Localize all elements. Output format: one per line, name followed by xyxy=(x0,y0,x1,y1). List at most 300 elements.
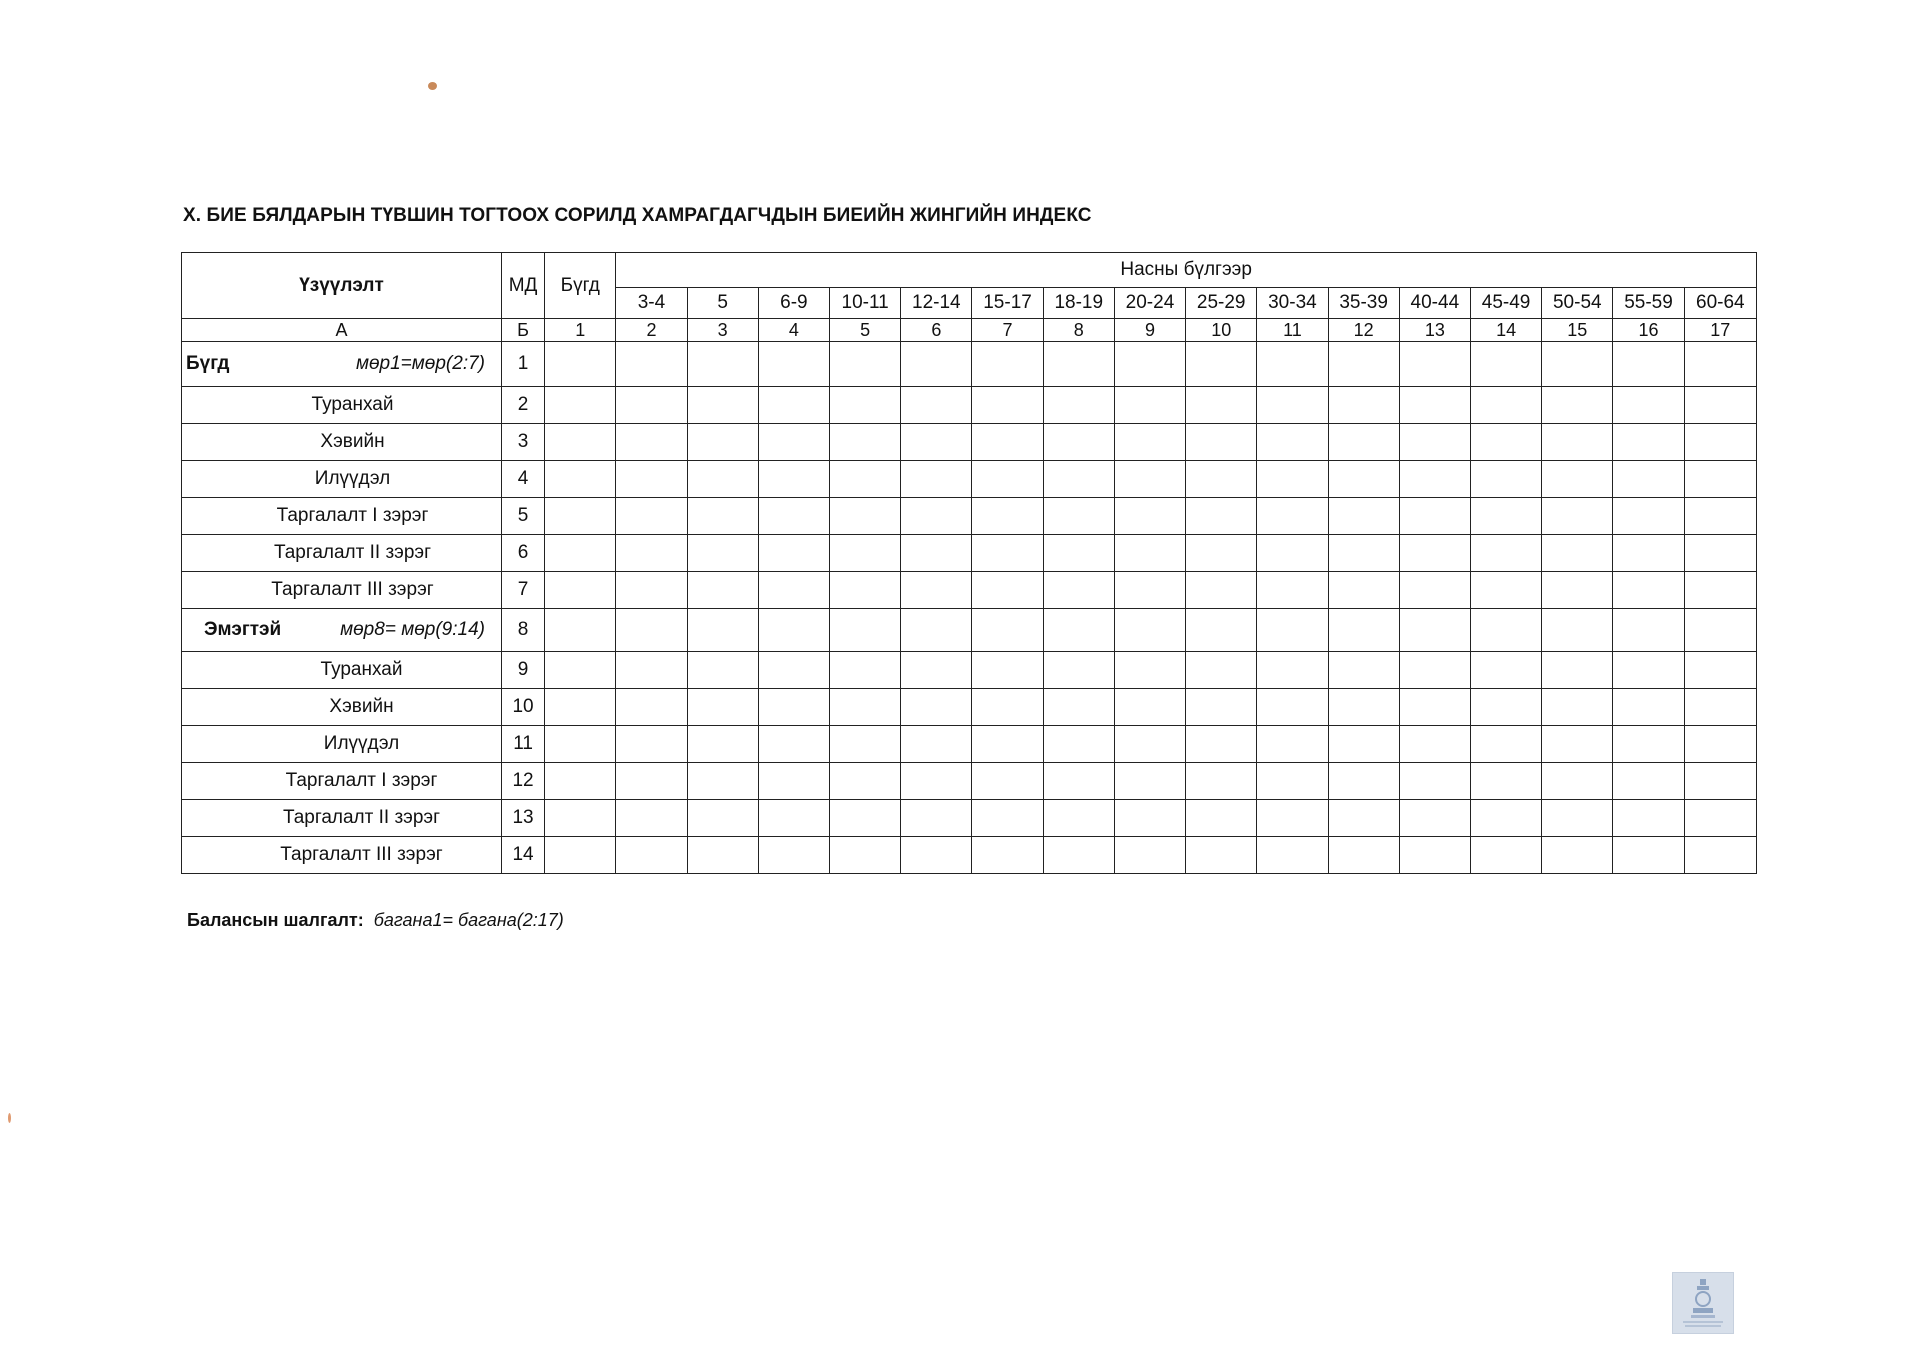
data-entry-cell[interactable] xyxy=(1470,689,1541,726)
data-entry-cell[interactable] xyxy=(1542,387,1613,424)
data-entry-cell[interactable] xyxy=(616,461,687,498)
data-entry-cell[interactable] xyxy=(830,726,901,763)
data-entry-cell[interactable] xyxy=(1186,572,1257,609)
data-entry-cell[interactable] xyxy=(830,535,901,572)
header-age-20-24: 20-24 xyxy=(1114,288,1185,319)
data-entry-cell[interactable] xyxy=(1043,342,1114,387)
data-entry-cell[interactable] xyxy=(758,572,829,609)
data-entry-cell[interactable] xyxy=(830,387,901,424)
data-entry-cell[interactable] xyxy=(1613,498,1684,535)
row-label-cell xyxy=(182,498,502,535)
data-entry-cell[interactable] xyxy=(1257,609,1328,652)
data-entry-cell[interactable] xyxy=(901,726,972,763)
data-entry-cell[interactable] xyxy=(1684,387,1756,424)
row-label-cell xyxy=(182,535,502,572)
data-entry-cell[interactable] xyxy=(1399,652,1470,689)
header-age-12-14: 12-14 xyxy=(901,288,972,319)
data-entry-cell[interactable] xyxy=(758,498,829,535)
data-entry-cell[interactable] xyxy=(830,800,901,837)
data-entry-cell[interactable] xyxy=(1542,837,1613,874)
data-entry-cell[interactable] xyxy=(1399,800,1470,837)
data-entry-cell[interactable] xyxy=(1399,498,1470,535)
column-index: 13 xyxy=(1399,319,1470,342)
table-row xyxy=(182,387,1757,424)
data-entry-cell[interactable] xyxy=(687,726,758,763)
government-seal xyxy=(1672,1272,1734,1334)
data-entry-cell[interactable] xyxy=(1043,424,1114,461)
data-entry-cell[interactable] xyxy=(1043,837,1114,874)
row-label: Хэвийн xyxy=(329,696,394,717)
scan-speck xyxy=(8,1113,11,1123)
data-entry-cell[interactable] xyxy=(1613,689,1684,726)
data-entry-cell[interactable] xyxy=(545,535,616,572)
data-entry-cell[interactable] xyxy=(1613,572,1684,609)
data-entry-cell[interactable] xyxy=(1043,609,1114,652)
data-entry-cell[interactable] xyxy=(758,461,829,498)
data-entry-cell[interactable] xyxy=(687,498,758,535)
data-entry-cell[interactable] xyxy=(1257,726,1328,763)
data-entry-cell[interactable] xyxy=(1257,535,1328,572)
data-entry-cell[interactable] xyxy=(1186,689,1257,726)
data-entry-cell[interactable] xyxy=(1186,763,1257,800)
data-entry-cell[interactable] xyxy=(545,837,616,874)
data-entry-cell[interactable] xyxy=(616,535,687,572)
data-entry-cell[interactable] xyxy=(830,609,901,652)
header-age-3-4: 3-4 xyxy=(616,288,687,319)
header-age-50-54: 50-54 xyxy=(1542,288,1613,319)
data-entry-cell[interactable] xyxy=(1186,387,1257,424)
data-entry-cell[interactable] xyxy=(1613,763,1684,800)
data-entry-cell[interactable] xyxy=(687,763,758,800)
data-entry-cell[interactable] xyxy=(1328,652,1399,689)
data-entry-cell[interactable] xyxy=(1114,800,1185,837)
data-entry-cell[interactable] xyxy=(972,461,1043,498)
table-row xyxy=(182,609,1757,652)
data-entry-cell[interactable] xyxy=(616,837,687,874)
data-entry-cell[interactable] xyxy=(616,726,687,763)
data-entry-cell[interactable] xyxy=(1542,652,1613,689)
balance-check-formula: багана1= багана(2:17) xyxy=(373,910,564,930)
data-entry-cell[interactable] xyxy=(1542,461,1613,498)
data-entry-cell[interactable] xyxy=(1684,837,1756,874)
data-entry-cell[interactable] xyxy=(901,837,972,874)
data-entry-cell[interactable] xyxy=(901,424,972,461)
data-entry-cell[interactable] xyxy=(1043,461,1114,498)
data-entry-cell[interactable] xyxy=(1257,387,1328,424)
row-label-cell xyxy=(182,763,502,800)
data-entry-cell[interactable] xyxy=(758,342,829,387)
data-entry-cell[interactable] xyxy=(1542,572,1613,609)
data-entry-cell[interactable] xyxy=(1399,572,1470,609)
data-entry-cell[interactable] xyxy=(901,689,972,726)
data-entry-cell[interactable] xyxy=(1684,572,1756,609)
data-entry-cell[interactable] xyxy=(1114,342,1185,387)
data-entry-cell[interactable] xyxy=(758,763,829,800)
data-entry-cell[interactable] xyxy=(972,609,1043,652)
data-entry-cell[interactable] xyxy=(1684,726,1756,763)
data-entry-cell[interactable] xyxy=(687,424,758,461)
data-entry-cell[interactable] xyxy=(1328,424,1399,461)
data-entry-cell[interactable] xyxy=(687,837,758,874)
data-entry-cell[interactable] xyxy=(1542,800,1613,837)
data-entry-cell[interactable] xyxy=(1399,763,1470,800)
data-entry-cell[interactable] xyxy=(687,652,758,689)
data-entry-cell[interactable] xyxy=(545,342,616,387)
data-entry-cell[interactable] xyxy=(1399,726,1470,763)
data-entry-cell[interactable] xyxy=(901,572,972,609)
table-row xyxy=(182,652,1757,689)
data-entry-cell[interactable] xyxy=(1114,763,1185,800)
header-age-5: 5 xyxy=(687,288,758,319)
column-index: 4 xyxy=(758,319,829,342)
data-entry-cell[interactable] xyxy=(1470,498,1541,535)
row-code: 7 xyxy=(502,572,545,609)
data-entry-cell[interactable] xyxy=(901,498,972,535)
data-entry-cell[interactable] xyxy=(687,535,758,572)
data-entry-cell[interactable] xyxy=(830,572,901,609)
data-entry-cell[interactable] xyxy=(1257,800,1328,837)
data-entry-cell[interactable] xyxy=(687,342,758,387)
data-entry-cell[interactable] xyxy=(1613,461,1684,498)
data-entry-cell[interactable] xyxy=(1114,609,1185,652)
row-label-cell xyxy=(182,652,502,689)
data-entry-cell[interactable] xyxy=(616,498,687,535)
data-entry-cell[interactable] xyxy=(1114,572,1185,609)
data-entry-cell[interactable] xyxy=(1257,498,1328,535)
data-entry-cell[interactable] xyxy=(901,800,972,837)
data-entry-cell[interactable] xyxy=(1114,535,1185,572)
data-entry-cell[interactable] xyxy=(1613,535,1684,572)
data-entry-cell[interactable] xyxy=(545,689,616,726)
data-entry-cell[interactable] xyxy=(545,652,616,689)
data-entry-cell[interactable] xyxy=(1328,342,1399,387)
data-entry-cell[interactable] xyxy=(1470,387,1541,424)
row-label: Таргалалт II зэрэг xyxy=(282,807,441,828)
data-entry-cell[interactable] xyxy=(1613,342,1684,387)
data-entry-cell[interactable] xyxy=(758,726,829,763)
column-index: 14 xyxy=(1470,319,1541,342)
data-entry-cell[interactable] xyxy=(1399,609,1470,652)
data-entry-cell[interactable] xyxy=(687,689,758,726)
data-entry-cell[interactable] xyxy=(616,652,687,689)
data-entry-cell[interactable] xyxy=(758,424,829,461)
row-label-cell xyxy=(182,461,502,498)
data-entry-cell[interactable] xyxy=(1613,609,1684,652)
data-entry-cell[interactable] xyxy=(1043,652,1114,689)
data-entry-cell[interactable] xyxy=(758,652,829,689)
table-row xyxy=(182,424,1757,461)
data-entry-cell[interactable] xyxy=(1257,837,1328,874)
data-entry-cell[interactable] xyxy=(1257,424,1328,461)
data-entry-cell[interactable] xyxy=(1470,572,1541,609)
data-entry-cell[interactable] xyxy=(1257,461,1328,498)
data-entry-cell[interactable] xyxy=(616,689,687,726)
column-index: А xyxy=(182,319,502,342)
data-entry-cell[interactable] xyxy=(1399,461,1470,498)
data-entry-cell[interactable] xyxy=(1470,763,1541,800)
data-entry-cell[interactable] xyxy=(830,689,901,726)
data-entry-cell[interactable] xyxy=(1114,424,1185,461)
data-entry-cell[interactable] xyxy=(830,461,901,498)
data-entry-cell[interactable] xyxy=(545,800,616,837)
column-index: 15 xyxy=(1542,319,1613,342)
data-entry-cell[interactable] xyxy=(758,535,829,572)
government-emblem-icon xyxy=(1673,1273,1733,1333)
data-entry-cell[interactable] xyxy=(1186,535,1257,572)
row-label-cell xyxy=(182,837,502,874)
data-entry-cell[interactable] xyxy=(545,424,616,461)
data-entry-cell[interactable] xyxy=(972,572,1043,609)
row-code: 14 xyxy=(502,837,545,874)
data-entry-cell[interactable] xyxy=(1186,498,1257,535)
data-entry-cell[interactable] xyxy=(1399,424,1470,461)
data-entry-cell[interactable] xyxy=(1257,342,1328,387)
table-row xyxy=(182,689,1757,726)
data-entry-cell[interactable] xyxy=(1257,652,1328,689)
balance-check-label: Балансын шалгалт: xyxy=(187,910,364,930)
data-entry-cell[interactable] xyxy=(1399,342,1470,387)
data-entry-cell[interactable] xyxy=(972,387,1043,424)
data-entry-cell[interactable] xyxy=(616,800,687,837)
data-entry-cell[interactable] xyxy=(616,424,687,461)
data-entry-cell[interactable] xyxy=(1328,726,1399,763)
table-row xyxy=(182,342,1757,387)
data-entry-cell[interactable] xyxy=(1186,837,1257,874)
header-age-60-64: 60-64 xyxy=(1684,288,1756,319)
data-entry-cell[interactable] xyxy=(1684,498,1756,535)
column-index: 9 xyxy=(1114,319,1185,342)
data-entry-cell[interactable] xyxy=(1186,461,1257,498)
header-code: МД xyxy=(502,253,545,319)
data-entry-cell[interactable] xyxy=(972,342,1043,387)
data-entry-cell[interactable] xyxy=(1542,342,1613,387)
column-index: 8 xyxy=(1043,319,1114,342)
data-entry-cell[interactable] xyxy=(1470,424,1541,461)
data-entry-cell[interactable] xyxy=(1684,689,1756,726)
data-entry-cell[interactable] xyxy=(1470,652,1541,689)
data-entry-cell[interactable] xyxy=(545,763,616,800)
data-entry-cell[interactable] xyxy=(1613,387,1684,424)
data-entry-cell[interactable] xyxy=(1328,763,1399,800)
row-code: 1 xyxy=(502,342,545,387)
data-entry-cell[interactable] xyxy=(1542,609,1613,652)
data-entry-cell[interactable] xyxy=(758,609,829,652)
data-entry-cell[interactable] xyxy=(1470,837,1541,874)
data-entry-cell[interactable] xyxy=(1613,800,1684,837)
data-entry-cell[interactable] xyxy=(1186,342,1257,387)
data-entry-cell[interactable] xyxy=(1542,763,1613,800)
row-label-cell xyxy=(182,609,502,652)
data-entry-cell[interactable] xyxy=(901,461,972,498)
data-entry-cell[interactable] xyxy=(687,800,758,837)
data-entry-cell[interactable] xyxy=(972,800,1043,837)
data-entry-cell[interactable] xyxy=(1470,726,1541,763)
row-label: Таргалалт III зэрэг xyxy=(280,844,443,865)
row-label: Бүгд xyxy=(186,353,230,374)
data-entry-cell[interactable] xyxy=(1114,387,1185,424)
column-index: 3 xyxy=(687,319,758,342)
data-entry-cell[interactable] xyxy=(1684,800,1756,837)
data-entry-cell[interactable] xyxy=(616,387,687,424)
data-entry-cell[interactable] xyxy=(1043,535,1114,572)
data-entry-cell[interactable] xyxy=(758,387,829,424)
data-entry-cell[interactable] xyxy=(687,461,758,498)
data-entry-cell[interactable] xyxy=(1186,609,1257,652)
data-entry-cell[interactable] xyxy=(545,498,616,535)
data-entry-cell[interactable] xyxy=(1328,498,1399,535)
data-entry-cell[interactable] xyxy=(1114,652,1185,689)
row-formula: мөр1=мөр(2:7) xyxy=(355,353,485,374)
data-entry-cell[interactable] xyxy=(830,652,901,689)
data-entry-cell[interactable] xyxy=(972,763,1043,800)
data-entry-cell[interactable] xyxy=(830,837,901,874)
data-entry-cell[interactable] xyxy=(1470,800,1541,837)
data-entry-cell[interactable] xyxy=(901,342,972,387)
data-entry-cell[interactable] xyxy=(972,652,1043,689)
data-entry-cell[interactable] xyxy=(616,763,687,800)
balance-check-note xyxy=(187,910,564,931)
data-entry-cell[interactable] xyxy=(1399,837,1470,874)
data-entry-cell[interactable] xyxy=(1684,763,1756,800)
data-entry-cell[interactable] xyxy=(830,342,901,387)
row-code: 10 xyxy=(502,689,545,726)
data-entry-cell[interactable] xyxy=(1043,726,1114,763)
data-entry-cell[interactable] xyxy=(1114,498,1185,535)
data-entry-cell[interactable] xyxy=(1613,837,1684,874)
data-entry-cell[interactable] xyxy=(1328,461,1399,498)
data-entry-cell[interactable] xyxy=(687,572,758,609)
page-title: X. БИЕ БЯЛДАРЫН ТҮВШИН ТОГТООХ СОРИЛД ХАМРАГДАГЧДЫН БИЕИЙН ЖИНГИЙН ИНДЕКС xyxy=(183,205,1092,226)
data-entry-cell[interactable] xyxy=(1399,535,1470,572)
data-entry-cell[interactable] xyxy=(1186,424,1257,461)
data-entry-cell[interactable] xyxy=(1399,387,1470,424)
header-age-group: Насны бүлгээр xyxy=(616,253,1757,288)
row-label-cell xyxy=(182,689,502,726)
data-entry-cell[interactable] xyxy=(1328,572,1399,609)
column-index: Б xyxy=(502,319,545,342)
data-entry-cell[interactable] xyxy=(1328,689,1399,726)
row-code: 3 xyxy=(502,424,545,461)
data-entry-cell[interactable] xyxy=(1542,535,1613,572)
data-entry-cell[interactable] xyxy=(901,763,972,800)
data-entry-cell[interactable] xyxy=(687,609,758,652)
data-entry-cell[interactable] xyxy=(1043,387,1114,424)
data-entry-cell[interactable] xyxy=(1470,461,1541,498)
data-entry-cell[interactable] xyxy=(1043,800,1114,837)
data-entry-cell[interactable] xyxy=(1684,652,1756,689)
data-entry-cell[interactable] xyxy=(1684,535,1756,572)
data-entry-cell[interactable] xyxy=(545,461,616,498)
data-entry-cell[interactable] xyxy=(1186,800,1257,837)
data-entry-cell[interactable] xyxy=(901,387,972,424)
data-entry-cell[interactable] xyxy=(1328,800,1399,837)
row-label: Туранхай xyxy=(311,394,394,415)
row-code: 6 xyxy=(502,535,545,572)
data-entry-cell[interactable] xyxy=(1328,837,1399,874)
data-entry-cell[interactable] xyxy=(1043,498,1114,535)
data-entry-cell[interactable] xyxy=(830,763,901,800)
data-entry-cell[interactable] xyxy=(1328,387,1399,424)
data-entry-cell[interactable] xyxy=(901,535,972,572)
data-entry-cell[interactable] xyxy=(545,572,616,609)
data-entry-cell[interactable] xyxy=(545,609,616,652)
data-entry-cell[interactable] xyxy=(972,837,1043,874)
data-entry-cell[interactable] xyxy=(1684,424,1756,461)
data-entry-cell[interactable] xyxy=(545,387,616,424)
data-entry-cell[interactable] xyxy=(1542,689,1613,726)
data-entry-cell[interactable] xyxy=(1470,342,1541,387)
data-entry-cell[interactable] xyxy=(1043,763,1114,800)
data-entry-cell[interactable] xyxy=(972,689,1043,726)
data-entry-cell[interactable] xyxy=(545,726,616,763)
scan-speck xyxy=(428,82,437,90)
data-entry-cell[interactable] xyxy=(972,498,1043,535)
column-index: 10 xyxy=(1186,319,1257,342)
data-entry-cell[interactable] xyxy=(972,726,1043,763)
data-entry-cell[interactable] xyxy=(616,342,687,387)
header-age-10-11: 10-11 xyxy=(830,288,901,319)
data-entry-cell[interactable] xyxy=(1043,572,1114,609)
data-entry-cell[interactable] xyxy=(901,609,972,652)
data-entry-cell[interactable] xyxy=(1684,609,1756,652)
data-entry-cell[interactable] xyxy=(972,424,1043,461)
table-row xyxy=(182,572,1757,609)
data-entry-cell[interactable] xyxy=(1613,726,1684,763)
data-entry-cell[interactable] xyxy=(1328,609,1399,652)
data-entry-cell[interactable] xyxy=(1114,837,1185,874)
row-label: Таргалалт III зэрэг xyxy=(271,579,434,600)
data-entry-cell[interactable] xyxy=(1114,726,1185,763)
data-entry-cell[interactable] xyxy=(972,535,1043,572)
data-entry-cell[interactable] xyxy=(758,800,829,837)
data-entry-cell[interactable] xyxy=(830,498,901,535)
data-entry-cell[interactable] xyxy=(1114,689,1185,726)
table-row xyxy=(182,837,1757,874)
data-entry-cell[interactable] xyxy=(758,837,829,874)
row-label: Илүүдэл xyxy=(323,733,400,754)
data-entry-cell[interactable] xyxy=(1328,535,1399,572)
data-entry-cell[interactable] xyxy=(1613,424,1684,461)
data-entry-cell[interactable] xyxy=(1257,689,1328,726)
data-entry-cell[interactable] xyxy=(1684,461,1756,498)
column-index: 7 xyxy=(972,319,1043,342)
data-entry-cell[interactable] xyxy=(616,609,687,652)
data-entry-cell[interactable] xyxy=(758,689,829,726)
data-entry-cell[interactable] xyxy=(1542,424,1613,461)
data-entry-cell[interactable] xyxy=(1613,652,1684,689)
data-entry-cell[interactable] xyxy=(1542,726,1613,763)
data-entry-cell[interactable] xyxy=(901,652,972,689)
data-entry-cell[interactable] xyxy=(1186,726,1257,763)
row-label: Эмэгтэй xyxy=(204,619,282,640)
data-entry-cell[interactable] xyxy=(1043,689,1114,726)
data-entry-cell[interactable] xyxy=(1257,572,1328,609)
row-code: 8 xyxy=(502,609,545,652)
data-entry-cell[interactable] xyxy=(1542,498,1613,535)
data-entry-cell[interactable] xyxy=(1684,342,1756,387)
table-row xyxy=(182,461,1757,498)
data-entry-cell[interactable] xyxy=(616,572,687,609)
data-entry-cell[interactable] xyxy=(1399,689,1470,726)
data-entry-cell[interactable] xyxy=(1470,535,1541,572)
row-label-cell xyxy=(182,800,502,837)
data-entry-cell[interactable] xyxy=(1186,652,1257,689)
data-entry-cell[interactable] xyxy=(1257,763,1328,800)
data-entry-cell[interactable] xyxy=(1470,609,1541,652)
data-entry-cell[interactable] xyxy=(687,387,758,424)
data-entry-cell[interactable] xyxy=(830,424,901,461)
data-entry-cell[interactable] xyxy=(1114,461,1185,498)
